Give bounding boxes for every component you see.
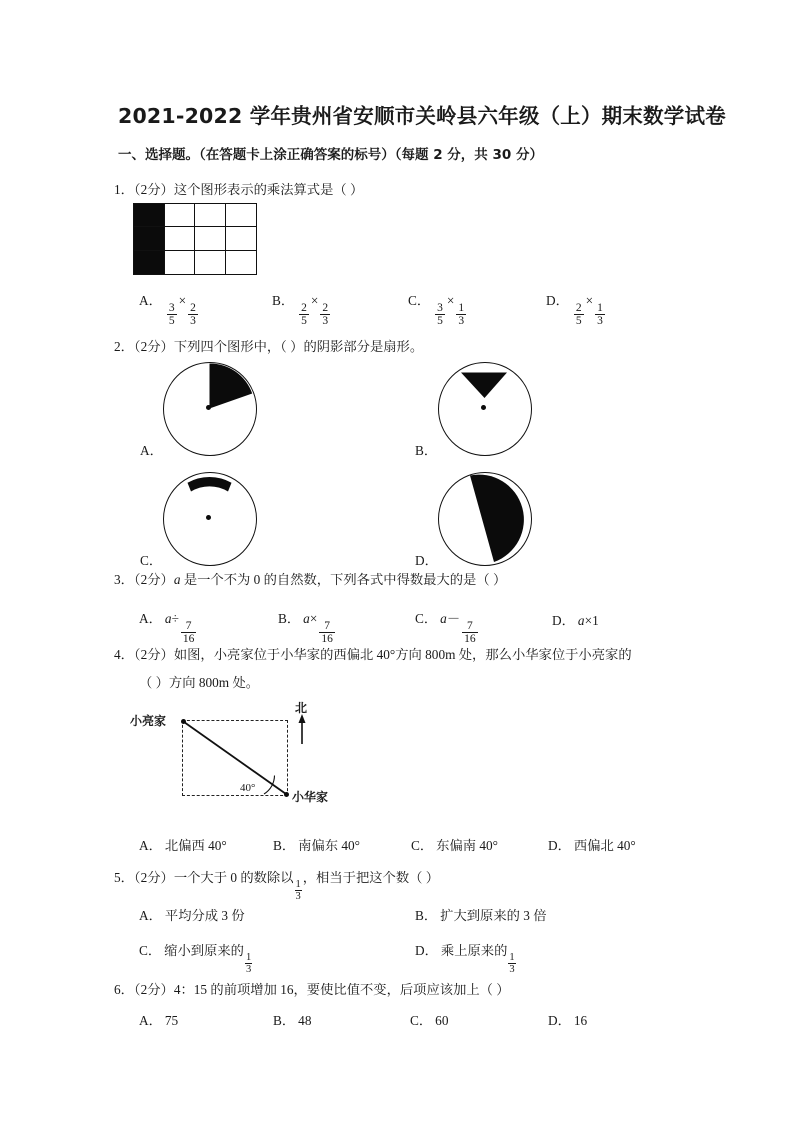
circle-center-dot	[206, 405, 211, 410]
question-6-option-c[interactable]	[410, 1010, 448, 1029]
point-xiaohua-home-dot	[284, 792, 289, 797]
option-text: 乘上原来的	[440, 943, 508, 958]
fraction-numerator: 7	[324, 619, 330, 632]
question-2-figure-d	[438, 472, 532, 566]
option-text: 缩小到原来的	[164, 943, 244, 958]
question-5-option-b[interactable]	[415, 905, 547, 924]
option-text: 东偏南 40°	[436, 838, 499, 853]
question-3-variable: a	[173, 572, 181, 587]
question-4-option-d[interactable]	[548, 835, 636, 854]
option-label: C．	[410, 1013, 433, 1028]
question-6-stem: 6．（2分）4：15 的前项增加 16，要使比值不变，后项应该加上（ ）	[114, 982, 510, 997]
question-4-option-c[interactable]	[411, 835, 498, 854]
fraction-numerator: 1	[597, 301, 603, 314]
fraction-denominator: 3	[245, 963, 252, 975]
question-3-stem	[114, 570, 506, 590]
fraction-denominator: 3	[322, 314, 329, 327]
operator: ×	[584, 613, 593, 628]
grid-cell	[134, 251, 165, 274]
option-text: 75	[164, 1013, 179, 1028]
question-6-option-b[interactable]	[273, 1010, 311, 1029]
operator: ÷	[171, 611, 179, 626]
fraction-numerator: 7	[467, 619, 473, 632]
option-label: B．	[415, 908, 438, 923]
option-text: 北偏西 40°	[164, 838, 227, 853]
option-label: A．	[139, 908, 162, 923]
option-label: A．	[139, 1013, 162, 1028]
fraction	[508, 952, 515, 975]
question-5-option-d[interactable]	[415, 940, 517, 975]
fraction-numerator: 1	[295, 878, 301, 890]
question-1-option-d[interactable]	[546, 290, 607, 327]
question-5-stem-part1: 5．（2分）一个大于 0 的数除以	[114, 870, 294, 885]
section-heading: 一、选择题。（在答题卡上涂正确答案的标号）（每题 2 分，共 30 分）	[118, 147, 543, 163]
question-5-stem	[114, 868, 439, 902]
question-2-figure-c	[163, 472, 257, 566]
grid-cell	[165, 227, 196, 250]
question-1-option-b[interactable]	[272, 290, 332, 327]
fraction-numerator: 2	[301, 301, 307, 314]
grid-cell	[134, 204, 165, 227]
label-north: 北	[295, 701, 308, 715]
question-3-option-a[interactable]	[139, 608, 198, 645]
fraction-denominator: 3	[458, 314, 465, 327]
question-2-option-a-label[interactable]: A．	[140, 443, 163, 458]
fraction-numerator: 3	[168, 301, 175, 314]
fraction-numerator: 1	[458, 301, 465, 314]
fraction	[245, 952, 252, 975]
question-4-option-b[interactable]	[273, 835, 360, 854]
option-label: C．	[411, 838, 434, 853]
option-label: A．	[139, 838, 162, 853]
question-4-stem-line-1: 4．（2分）如图，小亮家位于小华家的西偏北 40°方向 800m 处，那么小华家位于小亮家的	[114, 647, 632, 662]
grid-cell	[226, 227, 257, 250]
fraction-numerator: 2	[575, 301, 582, 314]
question-6-option-d[interactable]	[548, 1010, 587, 1029]
option-text: 南偏东 40°	[298, 838, 361, 853]
option-label: C．	[139, 943, 162, 958]
grid-cell	[226, 251, 257, 274]
page-title: 2021-2022 学年贵州省安顺市关岭县六年级（上）期末数学试卷	[118, 104, 726, 128]
option-label: D．	[548, 838, 571, 853]
fraction-denominator: 16	[321, 632, 333, 645]
fraction	[319, 620, 335, 645]
grid-cell	[195, 204, 226, 227]
point-xiaoliang-home-dot	[181, 719, 186, 724]
question-3-option-c[interactable]	[415, 608, 480, 645]
fraction	[167, 302, 177, 327]
question-2-option-d-label[interactable]: D．	[415, 553, 438, 568]
grid-cell	[134, 227, 165, 250]
circle-shape	[438, 472, 532, 566]
option-label: C．	[408, 293, 431, 308]
option-label: B．	[273, 838, 296, 853]
grid-cell	[165, 204, 196, 227]
option-label: D．	[548, 1013, 571, 1028]
multiply-operator: ×	[585, 293, 594, 308]
operator: ×	[309, 611, 318, 626]
option-label: D．	[415, 943, 438, 958]
fraction-denominator: 3	[597, 314, 603, 327]
fraction	[435, 302, 445, 327]
question-2-option-b-label[interactable]: B．	[415, 443, 438, 458]
fraction-denominator: 5	[437, 314, 443, 327]
grid-cell	[226, 204, 257, 227]
fraction-denominator: 16	[464, 632, 476, 645]
operator: －	[446, 611, 461, 626]
question-5-option-a[interactable]	[139, 905, 245, 924]
multiply-operator: ×	[446, 293, 455, 308]
fraction	[456, 302, 466, 327]
option-text: 60	[435, 1013, 449, 1028]
label-angle-40-degrees: 40°	[240, 782, 256, 794]
fraction	[462, 620, 478, 645]
option-text: 扩大到原来的 3 倍	[440, 908, 547, 923]
grid-cell	[195, 227, 226, 250]
fraction-denominator: 5	[168, 314, 175, 327]
question-1-stem: 1．（2分）这个图形表示的乘法算式是（ ）	[114, 182, 364, 197]
question-2-option-c-label[interactable]: C．	[140, 553, 163, 568]
circle-center-dot	[206, 515, 211, 520]
option-text: 平均分成 3 份	[164, 908, 245, 923]
fraction-numerator: 2	[190, 301, 196, 314]
option-label: C．	[415, 611, 438, 626]
label-xiaohua-home: 小华家	[292, 790, 329, 804]
variable: a	[303, 611, 310, 626]
question-3-option-d[interactable]	[552, 610, 599, 629]
segment-shading	[439, 473, 530, 564]
grid-cell	[165, 251, 196, 274]
question-5-option-c[interactable]	[139, 940, 253, 975]
fraction-denominator: 3	[190, 314, 196, 327]
fraction-denominator: 5	[575, 314, 582, 327]
option-text: 48	[298, 1013, 312, 1028]
fraction-denominator: 5	[301, 314, 307, 327]
direction-line-and-angle	[130, 706, 390, 816]
question-4-stem-line-2: （ ）方向 800m 处。	[139, 675, 260, 690]
question-2-figure-a	[163, 362, 257, 456]
question-1-grid-figure	[133, 203, 257, 275]
fraction-numerator: 2	[322, 301, 329, 314]
question-1-option-a[interactable]	[139, 290, 200, 327]
variable: a	[164, 611, 172, 626]
fraction	[320, 302, 330, 327]
question-1-option-c[interactable]	[408, 290, 468, 327]
option-label: B．	[273, 1013, 296, 1028]
grid-cell	[195, 251, 226, 274]
operand: 1	[592, 613, 599, 628]
fraction-denominator: 16	[182, 632, 195, 645]
question-3-option-b[interactable]	[278, 608, 337, 645]
question-4-option-a[interactable]	[139, 835, 227, 854]
fraction	[574, 302, 584, 327]
question-2-figure-b	[438, 362, 532, 456]
multiply-operator: ×	[178, 293, 187, 308]
option-label: A．	[139, 611, 162, 626]
question-3-stem-part2: 是一个不为 0 的自然数，下列各式中得数最大的是（ ）	[180, 572, 507, 587]
variable: a	[440, 611, 447, 626]
fraction-numerator: 7	[185, 619, 192, 632]
fraction-denominator: 3	[509, 963, 515, 975]
fraction	[188, 302, 198, 327]
option-text: 西偏北 40°	[573, 838, 636, 853]
question-6-option-a[interactable]	[139, 1010, 178, 1029]
option-text: 16	[573, 1013, 588, 1028]
option-label: A．	[139, 293, 162, 308]
fraction	[299, 302, 309, 327]
question-5-stem-part2: ，相当于把这个数（ ）	[302, 870, 440, 885]
option-label: B．	[278, 611, 301, 626]
variable: a	[577, 613, 585, 628]
fraction-numerator: 1	[509, 951, 515, 963]
option-label: B．	[272, 293, 295, 308]
circle-center-dot	[481, 405, 486, 410]
fraction	[595, 302, 605, 327]
fraction-numerator: 3	[437, 301, 443, 314]
question-3-stem-part1: 3．（2分）	[114, 572, 174, 587]
question-2-stem: 2．（2分）下列四个图形中，（ ）的阴影部分是扇形。	[114, 339, 424, 354]
option-label: D．	[546, 293, 569, 308]
option-label: D．	[552, 613, 575, 628]
fraction	[181, 620, 197, 645]
fraction	[295, 879, 302, 902]
multiply-operator: ×	[310, 293, 319, 308]
question-4-direction-figure	[130, 701, 390, 816]
label-xiaoliang-home: 小亮家	[130, 714, 167, 728]
fraction-numerator: 1	[245, 951, 252, 963]
fraction-denominator: 3	[295, 890, 301, 902]
